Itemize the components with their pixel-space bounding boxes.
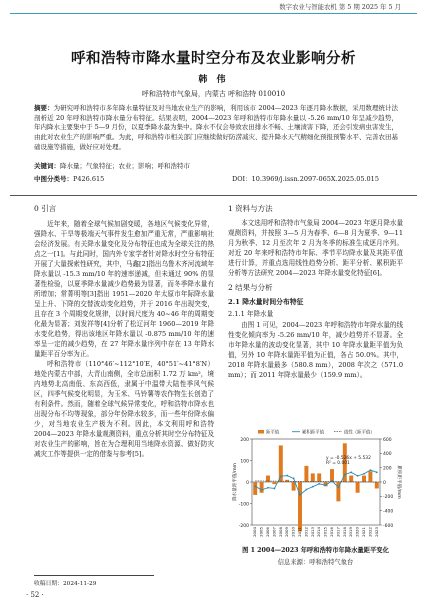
received-date: 收稿日期：2024-11-29 — [34, 581, 97, 587]
x-tick-label: 2005 — [258, 527, 264, 537]
cumulative-point — [350, 471, 352, 473]
x-tick-label: 2004 — [252, 527, 258, 537]
cumulative-point — [293, 478, 295, 480]
cumulative-point — [370, 469, 372, 471]
legend-label-cumulative: 累积距平值 — [302, 430, 324, 436]
abstract-label: 摘要： — [34, 104, 54, 112]
right-column — [228, 203, 403, 380]
keywords-text: 降水量；气象特征；农业；影响；呼和浩特市 — [60, 162, 190, 170]
journal-header-text: 数字农业与智能农机 第 5 期 2025 年 5 月 — [279, 3, 401, 11]
anomaly-bar — [304, 466, 308, 482]
subsubsection-heading-annual: 2.1.1 年降水量 — [228, 310, 274, 318]
cumulative-point — [286, 475, 288, 477]
cumulative-point — [363, 473, 365, 475]
cumulative-point — [312, 486, 314, 488]
x-tick-label: 2011 — [297, 527, 302, 537]
y-tick-label: 0 — [246, 480, 249, 486]
x-tick-label: 2014 — [316, 527, 322, 537]
subsection-heading-temporal: 2.1 降水量时间分布特征 — [228, 298, 304, 306]
anomaly-bar — [253, 482, 257, 495]
author-name: 韩 伟 — [198, 75, 229, 85]
header-rule — [10, 13, 417, 14]
author-affiliation: 呼和浩特市气象局，内蒙古 呼和浩特 010010 — [141, 90, 286, 98]
x-tick-label: 2015 — [322, 527, 328, 537]
section-heading-methods: 1 资料与方法 — [228, 204, 273, 213]
y2-tick-label: 600 — [383, 437, 392, 443]
x-tick-label: 2022 — [367, 527, 373, 537]
y2-tick-label: -600 — [383, 523, 394, 529]
keywords — [34, 162, 398, 172]
legend-swatch-anomaly — [258, 430, 264, 434]
x-tick-label: 2020 — [354, 527, 360, 537]
doi — [232, 174, 379, 183]
cumulative-point — [357, 475, 359, 477]
article-title: 呼和浩特市降水量时空分布及农业影响分析 — [71, 50, 356, 67]
left-column — [34, 203, 214, 459]
anomaly-bar — [356, 482, 360, 493]
y2-axis-label: 累积距平值/mm — [396, 465, 401, 499]
meta-divider — [10, 195, 417, 196]
anomaly-bar — [375, 482, 379, 488]
y2-tick-label: 400 — [383, 452, 392, 458]
keywords-label: 关键词： — [34, 162, 60, 170]
methods-paragraph: 本文选用呼和浩特市气象局 2004—2023 年逐月降水量观测资料，并按照 3—5 月为春季、6—8 月为夏季、9—11 月为秋季、12 月至次年 2 月为冬季的标准生成逐月序列。对近 20 年来呼和浩特市年际、季节平均降水量及其距平值进行计算，并重点选用线性趋势分析、距平分析、累积距平分析等方法研究 2004—2023 年降水量变化特征[6]。 — [228, 219, 403, 277]
cumulative-point — [344, 474, 346, 476]
legend-label-anomaly: 距平值 — [266, 430, 280, 436]
y-tick-label: 200 — [240, 437, 249, 443]
cumulative-point — [338, 486, 340, 488]
y-tick-label: 100 — [240, 459, 249, 465]
cumulative-point — [325, 484, 327, 486]
legend-label-trend: 线性（距平值） — [344, 430, 375, 436]
cumulative-point — [261, 489, 263, 491]
x-tick-label: 2021 — [361, 527, 366, 537]
meta-row — [34, 174, 398, 184]
page-number: · 52 · — [26, 591, 44, 599]
anomaly-bar — [272, 482, 276, 484]
y-axis-label: 降水量距平值/mm — [233, 462, 238, 502]
x-tick-label: 2017 — [335, 527, 341, 537]
anomaly-bar — [362, 476, 366, 482]
y2-tick-label: -400 — [383, 509, 394, 515]
results-paragraph: 由图 1 可见，2004—2023 年呼和浩特市年降水量的线性变化倾向率为 -5.26 mm/10 年，减少趋势并不显著。全市年降水量的波动变化显著，其中 10 年降水量距平值为负值，另外 10 年降水量距平值为正值，各占 50.0%。其中，2018 年降水量最多（580.8 mm），2008 年次之（571.0 mm）；而 2011 年降水量最少（159.9 mm）。 — [228, 321, 403, 379]
y-tick-label: -100 — [238, 502, 249, 508]
x-tick-label: 2012 — [303, 527, 309, 537]
anomaly-bar — [260, 482, 264, 493]
intro-paragraph-1: 近年来，随着全球气候加剧变暖，各地区气候变化异常，强降水、干旱等极端天气事件发生愈加严重无常，严重影响社会经济发展。有关降水量变化及分布特征也成为全球关注的热点之一[1]。与此同时，国内外专家学者针对降水时空分布特征开展了大量探索性研究，其中，马鑫[2]指出乌鲁木齐河流域年降水量以 -15.3 mm/10 年的速率递减，但未通过 90% 的显著性检验，以夏季降水量减少趋势最为显著，而冬季降水量有所增加；常菁明等[3]指出 1951—2020 年太原市年际降水量呈上升、下降的交替波动变化趋势，并于 2016 年出现突变，且存在 3 个周期变化规律，以时间尺度为 40~46 年的周期变化最为显著；刘发祥等[4]分析了松辽河年 1960—2019 年降水变化趋势，得出该地区年降水量以 -0.875 mm/10 年的速率呈一定的减少趋势，在 27 年降水量序列中存在 13 年降水量距平百分率为正。 — [34, 220, 214, 358]
abstract-text: 为研究呼和浩特市多年降水量特征及对当地农业生产的影响，利用该市 2004—2023 年逐月降水数据，采用数理统计法剖析近 20 年呼和浩特市降水量分布特征。结果表明，2004—2023 年呼和浩特市年降水量以 -5.26 mm/10 年呈减少趋势，年内降水主要集中于 5—9 月份，以夏季降水最为集中。降水不仅会导致农田排水不畅、土壤渍害下降，还会引发病虫害发生，由此对农业生产的影响严重。为此，呼和浩特市相关部门应继续做好防涝减灾、提升降水天气精细化预报预警水平、完善农田基础设施等措施，做好应对处理。 — [34, 104, 399, 151]
cumulative-point — [254, 485, 256, 487]
cumulative-point — [267, 487, 269, 489]
cumulative-point — [318, 483, 320, 485]
trend-equation: y = -0.526x + 5.532 — [326, 456, 371, 461]
intro-paragraph-2: 呼和浩特市（110°46′~112°10′E，40°51′~41°8′N）地处内蒙古中部，大青山南侧，全市总面积 1.72 万 km²，境内地势北高南低、东高西低，隶属于中温带大陆性季风气候区，四季气候变化明显，为玉米、马铃薯等农作物生长创造了有利条件。然而，随着全球气候异常变化，呼和浩特市降水也出现分布不均等现象，部分年份降水较多，而一些年份降水偏少，对当地农业生产极为不利。因此，本文利用呼和浩特 2004—2023 年降水量观测资料，重点分析其时空分布特征及对农业生产的影响，旨在为合理利用当地降水资源、做好防灾减灾工作等提供一定的借鉴与参考[5]。 — [34, 360, 214, 458]
precipitation-anomaly-chart — [230, 425, 402, 543]
x-tick-label: 2009 — [284, 527, 290, 537]
classification-label: 中图分类号： — [34, 175, 73, 183]
doi-label: DOI： — [232, 175, 252, 183]
x-tick-label: 2016 — [329, 527, 334, 537]
anomaly-bar — [292, 482, 296, 491]
trend-r-squared: R² = 0.001 — [326, 461, 350, 466]
anomaly-bar — [349, 476, 353, 482]
journal-header — [0, 0, 427, 16]
figure-caption: 图 1 2004—2023 年呼和浩特市年降水量距平变化 — [242, 547, 389, 554]
y-tick-label: -200 — [238, 523, 249, 529]
x-tick-label: 2010 — [290, 527, 296, 537]
x-tick-label: 2018 — [341, 527, 347, 537]
x-tick-label: 2013 — [309, 527, 315, 537]
figure-source: 信息来源：呼和浩特气象台 — [277, 559, 354, 566]
classification-value: P426.615 — [73, 175, 105, 183]
x-tick-label: 2008 — [277, 527, 283, 537]
y2-tick-label: 0 — [383, 480, 386, 486]
anomaly-bar — [311, 473, 315, 482]
cumulative-point — [274, 488, 276, 490]
anomaly-bar — [368, 471, 372, 482]
cumulative-point — [306, 489, 308, 491]
x-tick-label: 2006 — [265, 527, 270, 537]
anomaly-bar — [317, 473, 321, 482]
cumulative-point — [280, 475, 282, 477]
y2-tick-label: -200 — [383, 495, 394, 501]
section-heading-results: 2 结果与分析 — [228, 283, 273, 292]
cumulative-point — [376, 471, 378, 473]
x-tick-label: 2019 — [348, 527, 354, 537]
y2-tick-label: 200 — [383, 466, 392, 472]
x-tick-label: 2023 — [373, 527, 379, 537]
classification — [34, 174, 104, 183]
abstract — [34, 104, 398, 153]
x-tick-label: 2007 — [271, 527, 277, 537]
footnote-rule — [34, 575, 154, 576]
doi-value: 10.3969/j.issn.2097-065X.2025.05.015 — [251, 175, 379, 183]
anomaly-bar — [298, 482, 302, 531]
cumulative-point — [299, 494, 301, 496]
section-heading-introduction: 0 引言 — [34, 204, 57, 213]
